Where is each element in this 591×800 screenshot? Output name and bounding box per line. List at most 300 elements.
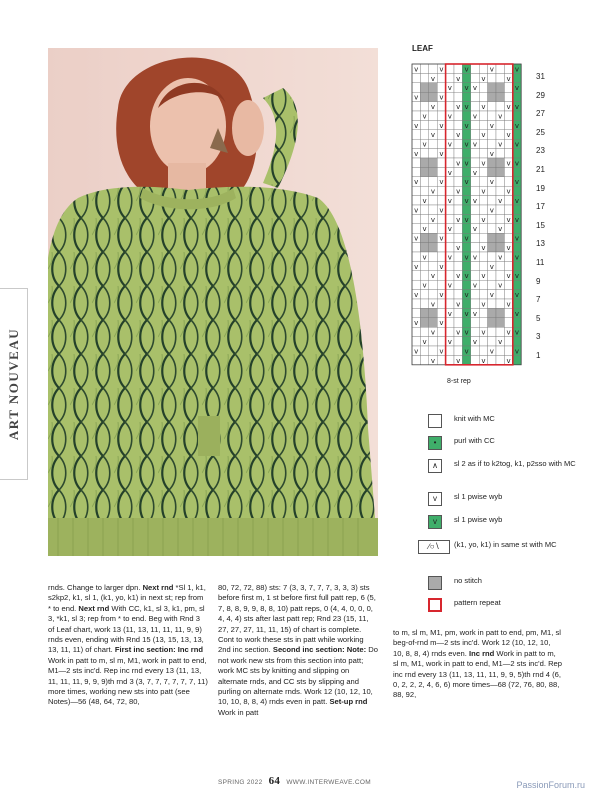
chart-cell-symbol: v bbox=[464, 215, 469, 224]
page-number: 64 bbox=[268, 775, 281, 787]
chart-cell-symbol: v bbox=[422, 338, 427, 346]
chart-cell-symbol: v bbox=[414, 121, 419, 130]
text-segment: Do not work new sts from this section into patt; work MC sts by knitting and slipping on alternate rnds, and CC sts by slipping and purling on alternate rnds. Work 12 (10, 12, 10, 10, 10, 8, 8, 4) rnds even in patt. bbox=[218, 645, 378, 707]
chart-cell bbox=[462, 205, 470, 214]
chart-cell bbox=[446, 243, 454, 252]
chart-cell bbox=[488, 196, 496, 205]
chart-cell bbox=[462, 224, 470, 233]
chart-cell-symbol: v bbox=[472, 140, 478, 149]
chart-cell bbox=[504, 111, 512, 120]
chart-cell bbox=[429, 261, 437, 270]
chart-cell bbox=[412, 337, 420, 346]
chart-cell bbox=[479, 205, 487, 214]
chart-cell-symbol: v bbox=[430, 328, 436, 337]
chart-cell bbox=[454, 318, 462, 327]
chart-cell bbox=[479, 290, 487, 299]
chart-cell bbox=[429, 318, 437, 327]
chart-row-number: 29 bbox=[536, 90, 545, 100]
chart-cell bbox=[429, 158, 437, 167]
chart-cell-symbol: v bbox=[439, 206, 444, 215]
chart-cell-symbol: v bbox=[464, 121, 469, 130]
chart-cell bbox=[471, 214, 479, 223]
chart-cell bbox=[429, 120, 437, 129]
chart-cell bbox=[471, 355, 479, 364]
chart-cell-symbol: v bbox=[481, 272, 486, 281]
chart-cell-symbol: v bbox=[422, 253, 427, 262]
chart-cell bbox=[437, 83, 445, 92]
chart-cell-symbol: v bbox=[498, 197, 503, 205]
chart-cell bbox=[446, 130, 454, 139]
chart-cell bbox=[504, 346, 512, 355]
chart-cell-symbol: v bbox=[439, 65, 444, 74]
chart-cell bbox=[437, 167, 445, 176]
chart-cell bbox=[420, 271, 428, 280]
chart-cell bbox=[437, 196, 445, 205]
chart-cell bbox=[462, 243, 470, 252]
chart-cell bbox=[437, 355, 445, 364]
chart-cell bbox=[437, 299, 445, 308]
chart-cell bbox=[454, 261, 462, 270]
chart-cell bbox=[446, 73, 454, 82]
chart-cell bbox=[420, 158, 428, 167]
chart-cell bbox=[437, 102, 445, 111]
chart-cell bbox=[479, 224, 487, 233]
chart-row-number: 15 bbox=[536, 220, 545, 230]
chart-cell-symbol: v bbox=[514, 215, 520, 224]
chart-cell-symbol: v bbox=[414, 319, 419, 328]
chart-row-number: 5 bbox=[536, 313, 541, 323]
chart-cell bbox=[479, 139, 487, 148]
chart-cell bbox=[471, 290, 479, 299]
chart-cell bbox=[496, 346, 504, 355]
chart-cell-symbol: v bbox=[498, 281, 503, 290]
chart-cell bbox=[496, 308, 504, 317]
chart-cell bbox=[488, 252, 496, 261]
chart-cell bbox=[437, 158, 445, 167]
pattern-repeat-icon bbox=[428, 598, 442, 612]
chart-cell bbox=[437, 271, 445, 280]
chart-cell bbox=[471, 177, 479, 186]
text-segment: Next rnd bbox=[78, 603, 110, 613]
chart-cell-symbol: v bbox=[514, 272, 520, 281]
chart-cell bbox=[462, 280, 470, 289]
chart-cell bbox=[412, 214, 420, 223]
chart-cell-symbol: v bbox=[481, 74, 486, 83]
chart-cell bbox=[454, 111, 462, 120]
chart-cell bbox=[420, 214, 428, 223]
chart-cell-symbol: v bbox=[472, 338, 478, 346]
chart-cell-symbol: v bbox=[506, 159, 511, 168]
chart-row-number: 13 bbox=[536, 239, 545, 249]
text-segment: *Sl 1, k1, s2kp2, k1, sl 1, (k1, yo, k1) in next st; rep from * to end. bbox=[48, 583, 206, 613]
chart-cell bbox=[412, 308, 420, 317]
chart-cell bbox=[437, 327, 445, 336]
chart-cell-symbol: v bbox=[456, 300, 461, 309]
legend-label: no stitch bbox=[454, 576, 482, 585]
chart-cell-symbol: v bbox=[422, 112, 427, 121]
chart-cell bbox=[412, 83, 420, 92]
chart-cell bbox=[479, 196, 487, 205]
chart-cell bbox=[488, 167, 496, 176]
chart-cell bbox=[504, 92, 512, 101]
text-segment: Work in patt to m, sl m, M1, work in patt to end, M1—2 sts inc'd. Rep inc rnd every 13 (11, 13, 11, 11, 9, 9, 5)th rnd 4 (6, 0, 2, 2, 2, 4, 6, 6) more times—68 (72, 76, 80, 88, 88, 92, bbox=[393, 648, 562, 700]
chart-cell bbox=[504, 261, 512, 270]
chart-cell bbox=[429, 149, 437, 158]
chart-cell bbox=[437, 186, 445, 195]
chart-cell-symbol: v bbox=[430, 215, 436, 224]
chart-cell-symbol: v bbox=[481, 356, 486, 365]
chart-cell bbox=[454, 224, 462, 233]
chart-row-number: 23 bbox=[536, 146, 545, 156]
chart-cell bbox=[420, 243, 428, 252]
chart-cell bbox=[479, 346, 487, 355]
chart-cell bbox=[412, 280, 420, 289]
chart-cell bbox=[513, 355, 521, 364]
chart-cell bbox=[429, 167, 437, 176]
text-segment: Second inc section: Note: bbox=[272, 645, 367, 655]
chart-cell bbox=[479, 111, 487, 120]
chart-cell bbox=[412, 102, 420, 111]
chart-cell bbox=[429, 252, 437, 261]
chart-cell bbox=[420, 167, 428, 176]
chart-cell-symbol: v bbox=[430, 187, 436, 196]
chart-cell bbox=[420, 346, 428, 355]
chart-cell bbox=[513, 318, 521, 327]
chart-cell-symbol: v bbox=[447, 140, 452, 149]
chart-cell bbox=[437, 73, 445, 82]
chart-cell bbox=[496, 73, 504, 82]
chart-cell bbox=[504, 205, 512, 214]
chart-cell bbox=[471, 346, 479, 355]
chart-cell bbox=[462, 111, 470, 120]
chart-cell bbox=[462, 337, 470, 346]
chart-cell bbox=[420, 355, 428, 364]
chart-cell bbox=[412, 139, 420, 148]
chart-cell bbox=[471, 261, 479, 270]
chart-cell bbox=[420, 83, 428, 92]
chart-cell bbox=[471, 327, 479, 336]
chart-cell-symbol: v bbox=[447, 309, 452, 318]
chart-cell bbox=[504, 196, 512, 205]
chart-cell bbox=[471, 205, 479, 214]
chart-cell bbox=[513, 224, 521, 233]
chart-cell-symbol: v bbox=[464, 178, 469, 187]
chart-cell-symbol: v bbox=[414, 178, 419, 187]
chart-cell bbox=[504, 337, 512, 346]
chart-cell bbox=[454, 64, 462, 73]
chart-row-number: 31 bbox=[536, 72, 545, 81]
chart-cell bbox=[412, 224, 420, 233]
chart-cell bbox=[454, 308, 462, 317]
chart-cell bbox=[437, 280, 445, 289]
chart-cell bbox=[446, 214, 454, 223]
chart-cell bbox=[513, 299, 521, 308]
chart-cell bbox=[462, 299, 470, 308]
chart-cell-symbol: v bbox=[439, 347, 444, 356]
text-segment: Work in patt to m, sl m, M1, work in patt to end, M1—2 sts inc'd. Rep inc rnd every 13 (11, 13, 11, 11, 11, 9, 9, 9)th rnd 3 (3, 7, 7, 7, 7, 7, 7, 11) more times, working new sts into patt (see Notes)—56 (48, 64, 72, 80, bbox=[48, 655, 208, 707]
chart-cell-symbol: v bbox=[464, 328, 469, 337]
chart-cell bbox=[513, 337, 521, 346]
chart-cell-symbol: v bbox=[456, 187, 461, 196]
chart-cell bbox=[488, 186, 496, 195]
chart-cell bbox=[420, 102, 428, 111]
chart-cell bbox=[446, 177, 454, 186]
chart-cell bbox=[454, 252, 462, 261]
chart-cell bbox=[496, 214, 504, 223]
chart-cell bbox=[479, 83, 487, 92]
chart-cell-symbol: v bbox=[472, 309, 478, 318]
chart-cell-symbol: v bbox=[472, 112, 478, 121]
chart-cell bbox=[429, 64, 437, 73]
chart-cell-symbol: v bbox=[514, 253, 520, 262]
chart-cell-symbol: v bbox=[481, 187, 486, 196]
chart-cell-symbol: v bbox=[439, 262, 444, 271]
chart-cell-symbol: v bbox=[464, 84, 469, 93]
chart-row-number: 9 bbox=[536, 276, 541, 286]
chart-cell bbox=[446, 261, 454, 270]
chart-cell-symbol: v bbox=[472, 281, 478, 290]
k1yok1-icon: ∕○∖ bbox=[418, 540, 450, 554]
chart-cell bbox=[454, 139, 462, 148]
chart-cell bbox=[462, 186, 470, 195]
chart-cell-symbol: v bbox=[447, 281, 452, 290]
chart-cell bbox=[437, 214, 445, 223]
chart-cell bbox=[488, 224, 496, 233]
chart-cell-symbol: v bbox=[456, 131, 461, 140]
pattern-text-col-3 bbox=[393, 628, 563, 701]
purl-cc-icon: • bbox=[428, 436, 442, 450]
chart-cell bbox=[420, 92, 428, 101]
chart-cell bbox=[446, 158, 454, 167]
chart-cell-symbol: v bbox=[514, 178, 520, 187]
chart-cell bbox=[479, 280, 487, 289]
chart-cell bbox=[488, 83, 496, 92]
page-footer bbox=[218, 775, 371, 787]
chart-cell bbox=[513, 205, 521, 214]
chart-cell-symbol: v bbox=[456, 356, 461, 365]
chart-cell-symbol: v bbox=[464, 103, 469, 111]
chart-cell-symbol: v bbox=[439, 178, 444, 187]
chart-cell bbox=[496, 130, 504, 139]
text-segment: First inc section: Inc rnd bbox=[114, 645, 204, 655]
chart-cell-symbol: v bbox=[489, 150, 494, 158]
chart-cell bbox=[513, 130, 521, 139]
chart-cell bbox=[437, 224, 445, 233]
chart-cell bbox=[479, 261, 487, 270]
chart-cell bbox=[412, 243, 420, 252]
legend-label: (k1, yo, k1) in same st with MC bbox=[454, 540, 557, 549]
text-segment: Next rnd bbox=[142, 583, 174, 592]
chart-cell bbox=[446, 346, 454, 355]
chart-cell-symbol: v bbox=[456, 215, 461, 224]
chart-cell bbox=[471, 92, 479, 101]
watermark: PassionForum.ru bbox=[516, 780, 585, 790]
chart-cell-symbol: v bbox=[456, 74, 461, 83]
chart-cell bbox=[446, 318, 454, 327]
section-title: ART NOUVEAU bbox=[5, 327, 21, 441]
chart-cell bbox=[412, 158, 420, 167]
chart-cell bbox=[471, 158, 479, 167]
chart-cell bbox=[446, 92, 454, 101]
chart-cell bbox=[479, 308, 487, 317]
chart-cell bbox=[429, 280, 437, 289]
chart-cell bbox=[488, 92, 496, 101]
chart-cell bbox=[420, 233, 428, 242]
legend-label: pattern repeat bbox=[454, 598, 501, 607]
chart-cell bbox=[446, 120, 454, 129]
chart-cell bbox=[513, 73, 521, 82]
chart-cell bbox=[412, 252, 420, 261]
chart-cell bbox=[429, 290, 437, 299]
chart-cell bbox=[454, 290, 462, 299]
pattern-text-col-2 bbox=[218, 583, 378, 718]
chart-cell bbox=[429, 308, 437, 317]
chart-title: LEAF bbox=[412, 44, 433, 53]
chart-cell-symbol: v bbox=[456, 328, 461, 337]
chart-cell-symbol: v bbox=[414, 93, 419, 102]
chart-cell-symbol: v bbox=[514, 65, 520, 74]
chart-cell-symbol: v bbox=[414, 347, 419, 356]
chart-cell-symbol: v bbox=[422, 281, 427, 290]
text-segment: to m, sl m, M1, pm, work in patt to end, pm, M1, sl beg-of-rnd m—2 sts inc'd. Work 12 (10, 12, 10, 10, 8, 8, 4) rnds even. bbox=[393, 628, 561, 658]
chart-cell-symbol: v bbox=[506, 74, 511, 83]
no-stitch-icon bbox=[428, 576, 442, 590]
chart-row-number: 3 bbox=[536, 332, 541, 342]
chart-cell bbox=[437, 308, 445, 317]
chart-cell-symbol: v bbox=[464, 140, 469, 149]
chart-cell bbox=[488, 130, 496, 139]
chart-cell bbox=[420, 308, 428, 317]
chart-cell-symbol: v bbox=[464, 272, 469, 281]
legend-label: sl 1 pwise wyb bbox=[454, 515, 503, 524]
chart-cell bbox=[488, 299, 496, 308]
chart-cell bbox=[471, 299, 479, 308]
chart-cell bbox=[488, 318, 496, 327]
chart-cell-symbol: v bbox=[481, 328, 486, 337]
section-side-tab bbox=[0, 288, 28, 480]
chart-cell bbox=[412, 355, 420, 364]
chart-cell-symbol: v bbox=[514, 347, 520, 356]
chart-cell-symbol: v bbox=[506, 215, 511, 224]
chart-cell-symbol: v bbox=[464, 253, 469, 262]
chart-cell bbox=[488, 111, 496, 120]
chart-cell bbox=[504, 167, 512, 176]
chart-cell bbox=[488, 158, 496, 167]
chart-cell bbox=[471, 130, 479, 139]
chart-cell bbox=[462, 92, 470, 101]
chart-row-number: 19 bbox=[536, 183, 545, 193]
chart-cell bbox=[429, 243, 437, 252]
text-segment: Work in patt bbox=[218, 707, 259, 717]
chart-cell bbox=[454, 83, 462, 92]
chart-cell bbox=[454, 233, 462, 242]
chart-cell bbox=[479, 252, 487, 261]
chart-cell bbox=[462, 318, 470, 327]
chart-row-number: 17 bbox=[536, 202, 545, 212]
chart-cell-symbol: v bbox=[514, 234, 520, 243]
chart-cell bbox=[454, 196, 462, 205]
chart-cell-symbol: v bbox=[430, 356, 436, 365]
chart-cell bbox=[513, 280, 521, 289]
chart-cell bbox=[446, 64, 454, 73]
chart-cell-symbol: v bbox=[456, 272, 461, 281]
chart-cell bbox=[471, 120, 479, 129]
chart-cell bbox=[504, 177, 512, 186]
chart-cell bbox=[513, 92, 521, 101]
chart-cell-symbol: v bbox=[456, 159, 461, 168]
chart-cell bbox=[496, 355, 504, 364]
chart-row-number: 25 bbox=[536, 127, 545, 137]
chart-cell bbox=[504, 64, 512, 73]
chart-cell bbox=[471, 318, 479, 327]
chart-cell-symbol: v bbox=[472, 225, 478, 234]
chart-cell-symbol: v bbox=[498, 140, 503, 149]
chart-cell bbox=[479, 149, 487, 158]
chart-cell bbox=[420, 186, 428, 195]
chart-cell-symbol: v bbox=[514, 121, 520, 130]
chart-cell-symbol: v bbox=[481, 131, 486, 140]
chart-cell bbox=[462, 130, 470, 139]
text-segment: Inc rnd bbox=[468, 648, 495, 658]
legend-label: sl 1 pwise wyb bbox=[454, 492, 503, 501]
chart-cell bbox=[504, 280, 512, 289]
chart-cell bbox=[496, 102, 504, 111]
chart-cell bbox=[420, 177, 428, 186]
sl1-white-icon: v bbox=[428, 492, 442, 506]
chart-cell-symbol: v bbox=[506, 356, 511, 365]
chart-cell bbox=[454, 337, 462, 346]
chart-cell bbox=[504, 139, 512, 148]
chart-cell-symbol: v bbox=[456, 103, 461, 111]
chart-cell-symbol: v bbox=[464, 291, 469, 299]
chart-cell bbox=[488, 280, 496, 289]
chart-cell bbox=[420, 130, 428, 139]
chart-cell bbox=[429, 139, 437, 148]
chart-cell-symbol: v bbox=[472, 84, 478, 93]
chart-cell bbox=[488, 308, 496, 317]
chart-cell bbox=[479, 120, 487, 129]
chart-cell-symbol: v bbox=[414, 150, 419, 158]
chart-cell bbox=[471, 186, 479, 195]
chart-cell-symbol: v bbox=[414, 65, 419, 74]
chart-cell-symbol: v bbox=[489, 291, 494, 299]
chart-cell bbox=[462, 149, 470, 158]
chart-cell bbox=[513, 261, 521, 270]
chart-cell bbox=[488, 271, 496, 280]
chart-cell-symbol: v bbox=[514, 103, 520, 111]
chart-cell bbox=[488, 243, 496, 252]
chart-cell-symbol: v bbox=[498, 225, 503, 234]
sweater-photo bbox=[48, 48, 378, 556]
chart-cell-symbol: v bbox=[506, 103, 511, 111]
chart-cell-symbol: v bbox=[506, 187, 511, 196]
pattern-text-col-1 bbox=[48, 583, 208, 708]
chart-cell bbox=[496, 327, 504, 336]
chart-cell-symbol: v bbox=[430, 300, 436, 309]
chart-cell-symbol: v bbox=[439, 93, 444, 102]
chart-cell-symbol: v bbox=[447, 253, 452, 262]
chart-cell bbox=[420, 318, 428, 327]
chart-cell bbox=[429, 205, 437, 214]
chart-cell-symbol: v bbox=[430, 131, 436, 140]
chart-cell bbox=[420, 299, 428, 308]
chart-cell bbox=[429, 233, 437, 242]
chart-cell-symbol: v bbox=[430, 103, 436, 111]
chart-cell bbox=[496, 167, 504, 176]
chart-cell-symbol: v bbox=[514, 291, 520, 299]
chart-cell bbox=[412, 167, 420, 176]
chart-cell bbox=[504, 308, 512, 317]
